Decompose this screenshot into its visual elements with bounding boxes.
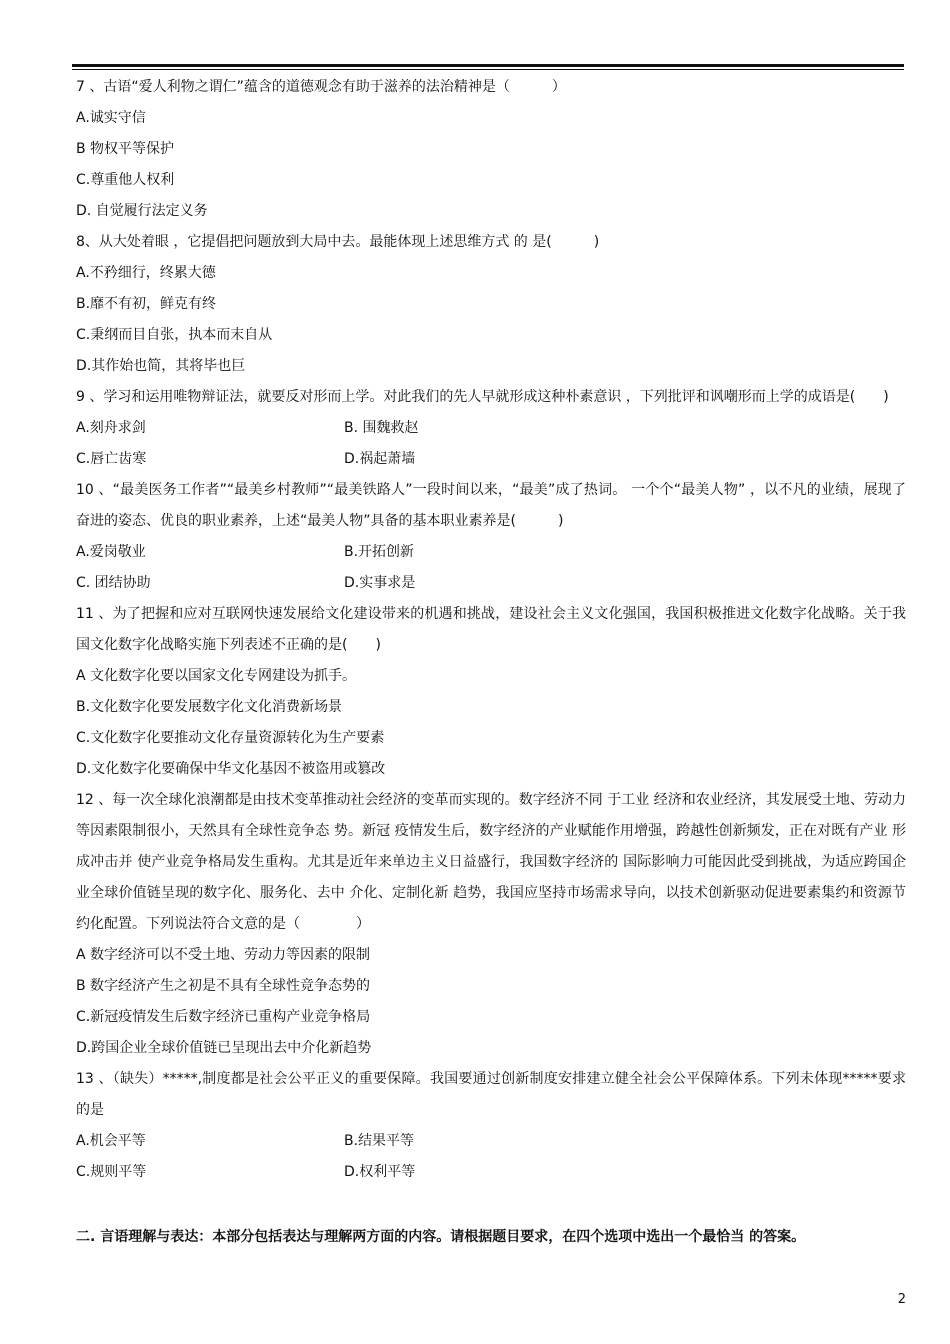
option-a: A 文化数字化要以国家文化专网建设为抓手。 [76, 668, 357, 684]
option-c: C.唇亡齿寒 [76, 451, 147, 467]
question-stem: 7 、古语“爱人利物之谓仁”蕴含的道德观念有助于滋养的法治精神是（ ） [76, 79, 566, 95]
top-rule-thick [72, 64, 904, 67]
question-10 [76, 475, 906, 599]
option-b: B.开拓创新 [344, 544, 415, 560]
option-a: A.刻舟求剑 [76, 420, 146, 436]
option-a: A.机会平等 [76, 1133, 146, 1149]
option-b: B.文化数字化要发展数字化文化消费新场景 [76, 699, 343, 715]
option-b: B 物权平等保护 [76, 141, 175, 157]
question-13 [76, 1064, 906, 1188]
option-b: B.结果平等 [344, 1133, 415, 1149]
option-d: D.实事求是 [344, 575, 416, 591]
options-row-1 [76, 1126, 906, 1157]
option-b: B.靡不有初，鲜克有终 [76, 296, 217, 312]
option-d: D.跨国企业全球价值链已呈现出去中介化新趋势 [76, 1040, 372, 1056]
option-b: B 数字经济产生之初是不具有全球性竞争态势的 [76, 978, 371, 994]
question-11 [76, 599, 906, 785]
option-a: A.诚实守信 [76, 110, 146, 126]
options-row-2 [76, 1157, 906, 1188]
options-row-1 [76, 537, 906, 568]
option-a: A.爱岗敬业 [76, 544, 146, 560]
option-c: C.文化数字化要推动文化存量资源转化为生产要素 [76, 730, 385, 746]
option-a: A.不矜细行，终累大德 [76, 265, 216, 281]
option-c: C.规则平等 [76, 1164, 147, 1180]
option-c: C. 团结协助 [76, 575, 151, 591]
option-d: D.权利平等 [344, 1164, 416, 1180]
question-stem: 10 、“最美医务工作者”“最美乡村教师”“最美铁路人”一段时间以来，“最美”成了热词。 一个个“最美人物” ，以不凡的业绩，展现了奋进的姿态、优良的职业素养，上述“最美人物”具备的基本职业素养是( ) [76, 482, 906, 529]
option-c: C.尊重他人权利 [76, 172, 175, 188]
options-row-2 [76, 568, 906, 599]
option-d: D. 自觉履行法定义务 [76, 203, 208, 219]
option-d: D.其作始也简，其将毕也巨 [76, 358, 246, 374]
option-c: C.秉纲而目自张，执本而末自从 [76, 327, 273, 343]
question-stem: 12 、每一次全球化浪潮都是由技术变革推动社会经济的变革而实现的。数字经济不同 于工业 经济和农业经济，其发展受土地、劳动力等因素限制很小，天然具有全球性竞争态 势。新冠 疫情发生后，数字经济的产业赋能作用增强，跨越性创新频发，正在对既有产业 形成冲击并 使产业竞争格局发生重构。尤其是近年来单边主义日益盛行，我国数字经济的 国际影响力可能因此受到挑战，为适应跨国企业全球价值链呈现的数字化、服务化、去中 介化、定制化新 趋势，我国应坚持市场需求导向，以技术创新驱动促进要素集约和资源节约化配置。下列说法符合文意的是（ ） [76, 792, 906, 932]
option-b: B. 围魏救赵 [344, 420, 419, 436]
option-d: D.文化数字化要确保中华文化基因不被盗用或篡改 [76, 761, 386, 777]
option-d: D.祸起萧墙 [344, 451, 416, 467]
option-c: C.新冠疫情发生后数字经济已重构产业竞争格局 [76, 1009, 371, 1025]
question-8 [76, 227, 906, 382]
question-stem: 8、从大处着眼 ，它提倡把问题放到大局中去。最能体现上述思维方式 的 是( ) [76, 234, 600, 250]
section-heading: 二. 言语理解与表达：本部分包括表达与理解两方面的内容。请根据题目要求，在四个选项中选出一个最恰当 的答案。 [76, 1229, 806, 1245]
section-gap [76, 1188, 906, 1222]
question-stem: 9 、学习和运用唯物辩证法，就要反对形而上学。对此我们的先人早就形成这种朴素意识 ，下列批评和讽嘲形而上学的成语是( ) [76, 389, 889, 405]
page-number: 2 [897, 1292, 906, 1307]
question-stem: 13 、（缺失）*****,制度都是社会公平正义的重要保障。我国要通过创新制度安排建立健全社会公平保障体系。下列未体现*****要求的是 [76, 1071, 906, 1118]
top-rule-thin [72, 69, 904, 70]
document-body [76, 72, 906, 1253]
question-stem: 11 、为了把握和应对互联网快速发展给文化建设带来的机遇和挑战，建设社会主义文化强国，我国积极推进文化数字化战略。关于我国文化数字化战略实施下列表述不正确的是( ) [76, 606, 906, 653]
question-12 [76, 785, 906, 1064]
question-9 [76, 382, 906, 475]
options-row-2 [76, 444, 906, 475]
options-row-1 [76, 413, 906, 444]
option-a: A 数字经济可以不受土地、劳动力等因素的限制 [76, 947, 371, 963]
question-7 [76, 72, 906, 227]
